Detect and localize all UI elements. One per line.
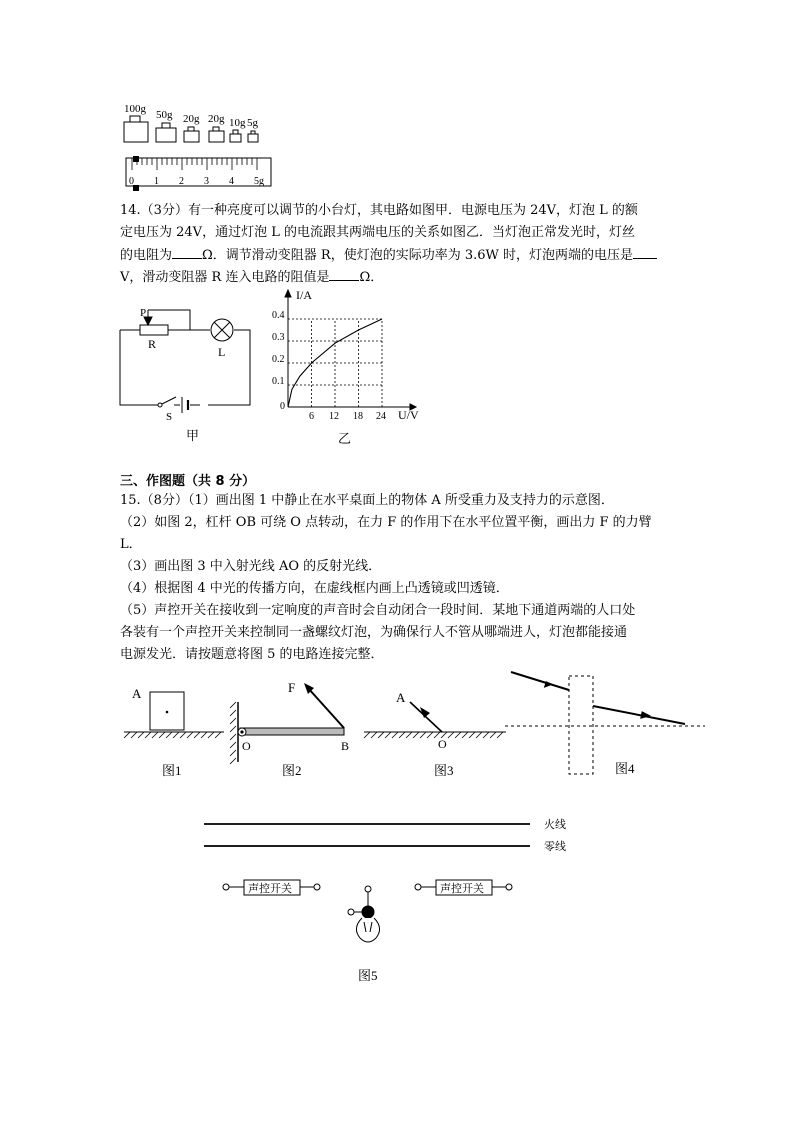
weight-label-20g-a: 20g [183, 113, 200, 125]
surface-hatch [455, 732, 461, 738]
switch-right-label: 声控开关 [440, 883, 484, 895]
q15-line4: （3）画出图 3 中入射光线 AO 的反射光线． [120, 559, 382, 574]
q14-line1: 14.（3分）有一种亮度可以调节的小台灯，其电路如图甲．电源电压为 24V，灯泡 L 的额 [120, 203, 638, 218]
surface-hatch [476, 732, 482, 738]
q14-line3a: 的电阻为 [120, 248, 173, 263]
surface-hatch [483, 732, 489, 738]
surface-hatch [448, 732, 454, 738]
weight-10g [230, 130, 241, 142]
fig2-label-B: B [341, 739, 350, 753]
figure-4 [505, 668, 705, 783]
fig1-label-A: A [132, 686, 142, 701]
bulb [348, 886, 380, 942]
graph-ylabel: I/A [296, 288, 312, 302]
surface-hatch [173, 732, 179, 738]
section3-title: 三、作图题（共 8 分） [120, 474, 256, 489]
weight-label-5g: 5g [247, 117, 258, 129]
scale-ruler [126, 158, 271, 186]
circuit-caption: 甲 [186, 428, 200, 443]
q14-line3 [120, 244, 657, 267]
q15-line2: （2）如图 2，杠杆 OB 可绕 O 点转动，在力 F 的作用下在水平位置平衡，画出力 F 的力臂 [120, 515, 652, 530]
q15-line8: 电源发光．请按题意将图 5 的电路连接完整． [120, 647, 384, 662]
lens-box [569, 676, 593, 774]
scale-tick-3: 3 [204, 176, 209, 187]
surface-hatch [427, 732, 433, 738]
fig2-label-F: F [288, 680, 296, 695]
weights-figure [118, 100, 278, 192]
weight-label-50g: 50g [156, 109, 173, 121]
surface-hatch [399, 732, 405, 738]
surface-hatch [364, 732, 370, 738]
surface-hatch [413, 732, 419, 738]
q15-line5: （4）根据图 4 中光的传播方向，在虚线框内画上凸透镜或凹透镜． [120, 581, 509, 596]
weight-label-10g: 10g [229, 117, 246, 129]
surface-hatch [378, 732, 384, 738]
surface-hatch [201, 732, 207, 738]
surface-hatch [145, 732, 151, 738]
ytick-0.4: 0.4 [272, 310, 285, 321]
q14-line4b: Ω． [359, 270, 384, 285]
ytick-0.2: 0.2 [272, 354, 285, 365]
surface-hatch [406, 732, 412, 738]
scale-tick-5g: 5g [254, 176, 264, 187]
surface-hatch [371, 732, 377, 738]
scale-tick-4: 4 [229, 176, 234, 187]
label-P: P [140, 307, 147, 319]
fig2-label-O: O [242, 739, 251, 753]
xtick-24: 24 [376, 411, 386, 422]
figure-2 [226, 672, 356, 780]
answer-blank-3[interactable] [329, 266, 359, 281]
surface-hatch [194, 732, 200, 738]
surface-hatch [138, 732, 144, 738]
q15-line3: L． [120, 537, 142, 552]
weight-20g-b [209, 127, 224, 142]
surface-hatch [208, 732, 214, 738]
surface-hatch [392, 732, 398, 738]
surface-hatch [152, 732, 158, 738]
ytick-0.3: 0.3 [272, 332, 285, 343]
surface-hatch [462, 732, 468, 738]
surface-hatch [385, 732, 391, 738]
weight-label-100g: 100g [124, 103, 146, 115]
q14-line4a: V，滑动变阻器 R 连入电路的阻值是 [120, 270, 330, 285]
surface-hatch [497, 732, 503, 738]
graph-origin: 0 [280, 401, 285, 412]
fig1-caption: 图1 [162, 763, 182, 778]
surface-hatch [180, 732, 186, 738]
iv-graph [268, 285, 428, 450]
label-S: S [166, 411, 173, 423]
rider-top [133, 156, 139, 162]
q15-line7: 各装有一个声控开关来控制同一盏螺纹灯泡，为确保行人不管从哪端进人，灯泡都能接通 [120, 625, 628, 640]
fig3-label-O: O [438, 737, 447, 751]
xtick-6: 6 [309, 411, 314, 422]
scale-tick-1: 1 [154, 176, 159, 187]
weight-20g-a [184, 127, 199, 142]
scale-ticks [132, 158, 257, 170]
xtick-18: 18 [353, 411, 363, 422]
circuit-diagram [110, 300, 260, 448]
surface-hatch [159, 732, 165, 738]
figure-1 [122, 680, 226, 780]
answer-blank-2[interactable] [633, 244, 657, 259]
ytick-0.1: 0.1 [272, 376, 285, 387]
live-label: 火线 [544, 819, 566, 831]
xtick-12: 12 [329, 411, 339, 422]
surface-hatch [490, 732, 496, 738]
surface-hatch [187, 732, 193, 738]
surface-hatch [469, 732, 475, 738]
weight-label-20g-b: 20g [208, 113, 225, 125]
figure-5 [200, 810, 590, 990]
surface-hatch [166, 732, 172, 738]
surface-hatch [420, 732, 426, 738]
q14-line2: 定电压为 24V，通过灯泡 L 的电流跟其两端电压的关系如图乙．当灯泡正常发光时，灯丝 [120, 225, 635, 240]
q14-line3b: Ω．调节滑动变阻器 R，使灯泡的实际功率为 3.6W 时，灯泡两端的电压是 [202, 248, 634, 263]
neutral-label: 零线 [544, 841, 566, 853]
weight-100g [124, 116, 148, 142]
fig3-label-A: A [396, 690, 406, 705]
surface-hatch [131, 732, 137, 738]
fig4-caption: 图4 [615, 761, 635, 776]
figure-3 [362, 680, 508, 780]
surface-hatch [215, 732, 221, 738]
fig3-caption: 图3 [434, 763, 454, 778]
scale-tick-2: 2 [179, 176, 184, 187]
weight-5g [248, 131, 258, 142]
q15-line6: （5）声控开关在接收到一定响度的声音时会自动闭合一段时间．某地下通道两端的人口处 [120, 603, 636, 618]
fig2-caption: 图2 [282, 763, 302, 778]
surface-hatch [124, 732, 130, 738]
graph-xlabel: U/V [398, 408, 419, 422]
fig5-caption: 图5 [358, 968, 378, 983]
graph-caption: 乙 [338, 431, 352, 446]
scale-tick-0: 0 [129, 176, 134, 187]
label-R: R [148, 337, 157, 351]
switch-left-label: 声控开关 [248, 883, 292, 895]
weight-50g [156, 123, 176, 142]
answer-blank-1[interactable] [172, 244, 202, 259]
label-L: L [218, 345, 226, 359]
q15-line1: 15.（8分）（1）画出图 1 中静止在水平桌面上的物体 A 所受重力及支持力的示意图． [120, 493, 614, 508]
lever-OB [240, 728, 344, 735]
